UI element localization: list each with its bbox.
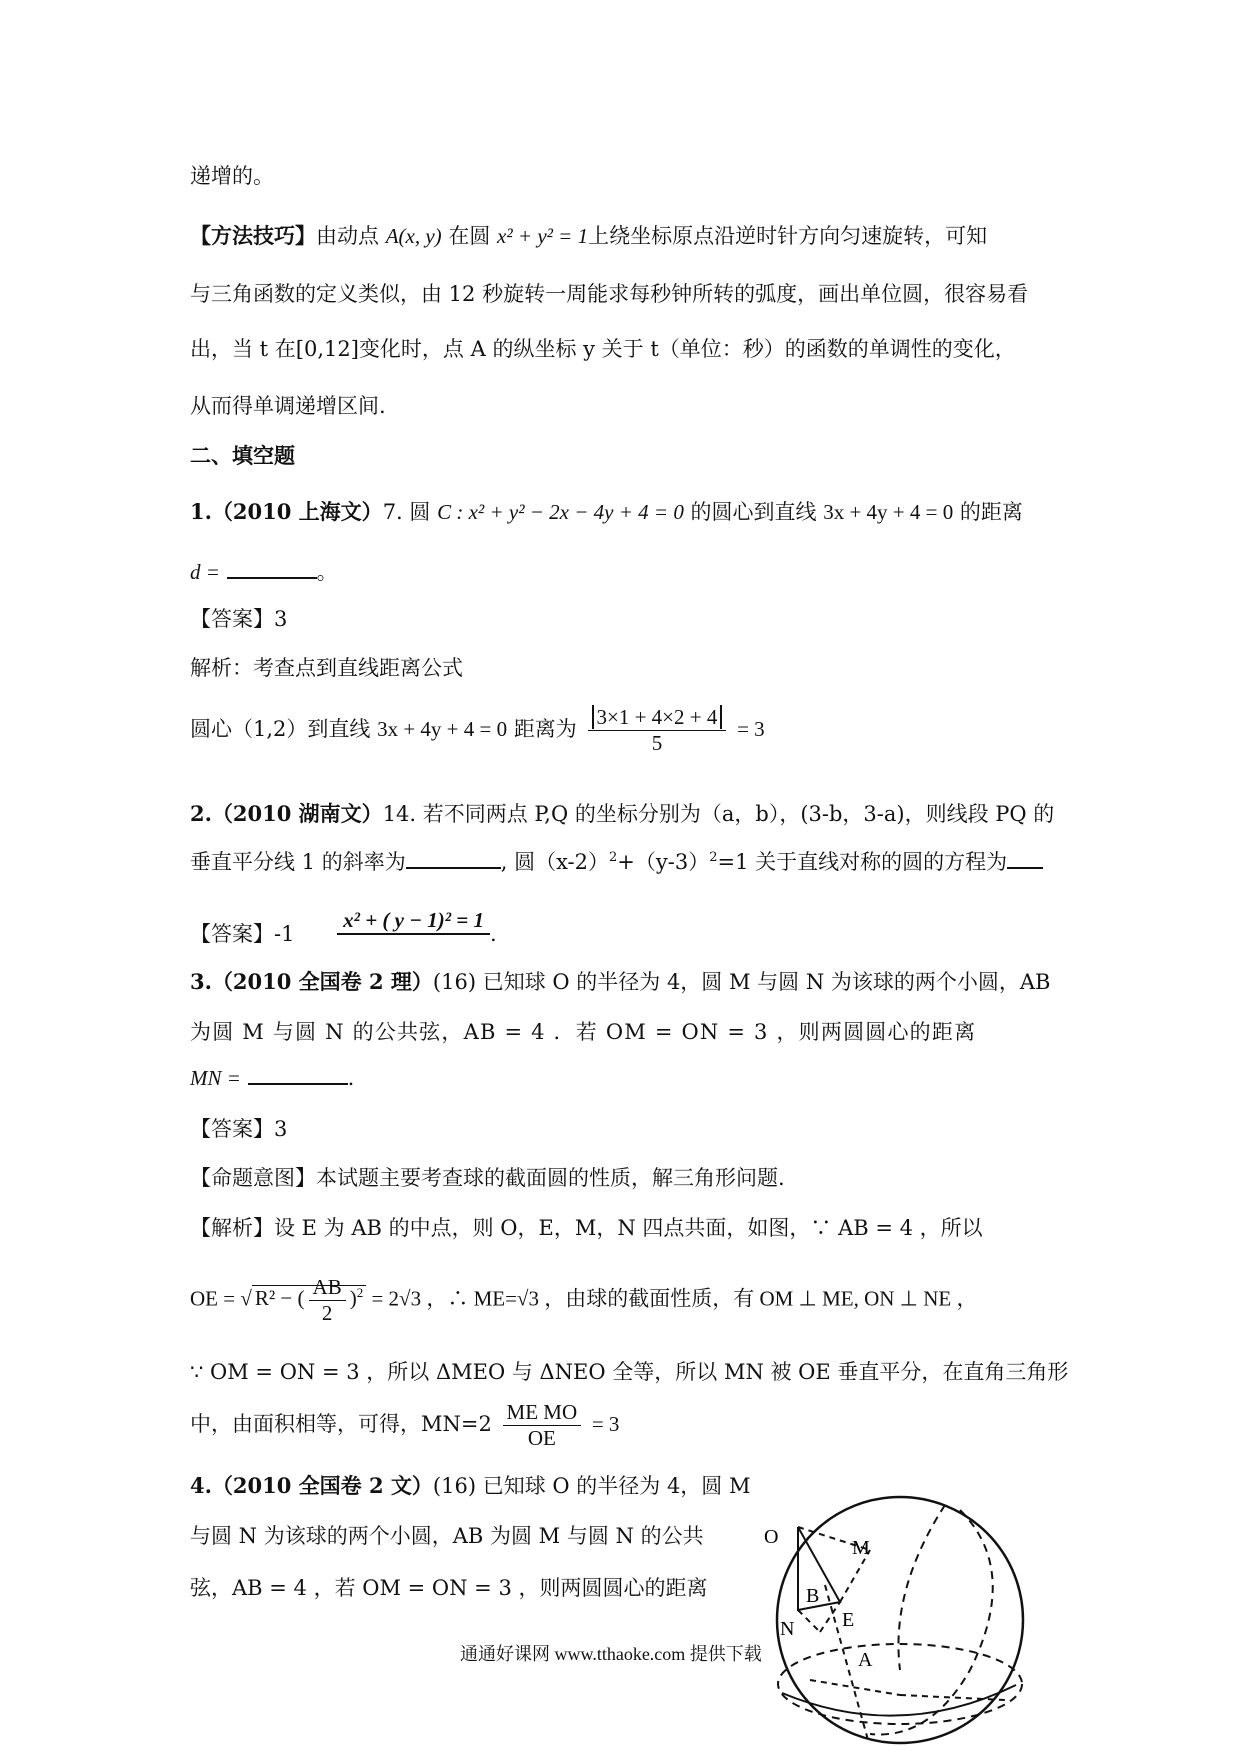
answer-2: x² + ( y − 1)² = 1 — [337, 908, 490, 935]
sqrt-expr: √ R² − ( $\frac{AB}{2}$ )$^2$ — [240, 1275, 366, 1326]
text-line: 递增的。 — [190, 164, 274, 188]
circle-expr: x² + y² = 1 — [497, 224, 589, 248]
q1-solution-2 — [190, 705, 765, 756]
ab: AB — [309, 1275, 346, 1301]
label-m: M — [852, 1537, 870, 1559]
mn-fraction — [503, 1400, 582, 1451]
text: 。 — [316, 560, 338, 584]
q1-line-1 — [190, 496, 1023, 526]
q1-line-2 — [190, 556, 338, 586]
text: . — [347, 1066, 355, 1090]
q3-line-1 — [190, 966, 1050, 996]
point-expr: A(x, y) — [385, 224, 442, 248]
numerator: 3×1 + 4×2 + 4 — [592, 705, 723, 729]
method-line-4: 从而得单调递增区间. — [190, 394, 386, 418]
fden: OE — [527, 1426, 556, 1450]
q2-line-2 — [190, 846, 1043, 876]
q1-eq1: C : x² + y² − 2x − 4y + 4 = 0 — [437, 500, 684, 524]
q2-line-1 — [190, 798, 1054, 828]
text: = 2√3 ，∴ ME=√3 ，由球的截面性质，有 OM ⊥ ME, ON ⊥ NE ， — [371, 1286, 978, 1311]
fnum: ME MO — [503, 1400, 582, 1426]
answer: 【答案】-1 — [190, 922, 295, 946]
label-n: N — [780, 1618, 795, 1640]
two: 2 — [321, 1301, 333, 1325]
q3-line-3 — [190, 1066, 354, 1091]
text: 中，由面积相等，可得，MN=2 — [190, 1412, 492, 1436]
sphere-figure — [764, 1480, 1030, 1754]
method-line-3: 出，当 t 在[0,12]变化时，点 A 的纵坐标 y 关于 t（单位：秒）的函数的单调性的变化， — [190, 337, 1016, 361]
distance-fraction — [588, 705, 727, 756]
mn-label: MN = — [190, 1066, 241, 1090]
text: 上绕坐标原点沿逆时针方向匀速旋转，可知 — [588, 224, 988, 248]
text: 的距离 — [959, 500, 1023, 524]
q4-line-2: 与圆 N 为该球的两个小圆，AB 为圆 M 与圆 N 的公共 — [190, 1524, 704, 1548]
ab-fraction — [309, 1275, 346, 1326]
text: 由动点 — [316, 224, 379, 248]
d-label: d = — [190, 560, 220, 584]
oe-label: OE = — [190, 1286, 236, 1311]
q4-number: 4.（2010 全国卷 2 文） — [190, 1473, 433, 1498]
answer-blank — [1007, 851, 1043, 869]
label-a: A — [858, 1649, 873, 1671]
q3-solution-3: ∵ OM = ON = 3 ，所以 ΔMEO 与 ΔNEO 全等，所以 MN 被 OE 垂直平分，在直角三角形 — [190, 1360, 1069, 1384]
text: +（y-3） — [617, 850, 710, 874]
text: 距离为 — [513, 717, 577, 741]
line-eq: 3x + 4y + 4 = 0 — [377, 717, 508, 741]
text: 垂直平分线 1 的斜率为 — [190, 850, 406, 874]
q2-number: 2.（2010 湖南文） — [190, 801, 383, 826]
q3-line-2: 为圆 M 与圆 N 的公共弦，AB = 4 ．若 OM = ON = 3 ，则两圆圆心的距离 — [190, 1020, 977, 1044]
label-o: O — [764, 1526, 779, 1548]
page-footer: 通通好课网 www.tthaoke.com 提供下载 — [460, 1644, 762, 1664]
text: 14. 若不同两点 P,Q 的坐标分别为（a，b），(3-b，3-a)，则线段 PQ 的 — [382, 802, 1055, 826]
answer-blank — [248, 1067, 348, 1085]
label-e: E — [842, 1609, 855, 1631]
sup: 2 — [609, 850, 618, 865]
denominator: 5 — [651, 731, 663, 755]
method-line-1 — [190, 220, 987, 250]
method-tag: 【方法技巧】 — [190, 223, 316, 248]
text: , 圆（x-2） — [500, 850, 609, 874]
q1-number: 1.（2010 上海文） — [190, 499, 383, 524]
r2: R² − — [254, 1286, 293, 1311]
result: = 3 — [737, 717, 765, 741]
text: (16) 已知球 O 的半径为 4，圆 M — [432, 1474, 751, 1498]
text: 圆心（1,2）到直线 — [190, 717, 371, 741]
q1-solution-1: 解析：考查点到直线距离公式 — [190, 656, 463, 680]
q3-answer: 【答案】3 — [190, 1117, 288, 1141]
label-b: B — [806, 1585, 820, 1607]
text: =1 关于直线对称的圆的方程为 — [717, 850, 1008, 874]
answer-blank — [227, 561, 317, 579]
q3-number: 3.（2010 全国卷 2 理） — [190, 969, 433, 994]
sup: 2 — [709, 850, 718, 865]
q3-solution-2 — [190, 1275, 977, 1326]
q3-solution-4 — [190, 1400, 619, 1451]
text: 的圆心到直线 — [690, 500, 817, 524]
q4-line-1 — [190, 1470, 751, 1500]
method-line-2: 与三角函数的定义类似，由 12 秒旋转一周能求每秒钟所转的弧度，画出单位圆，很容易看 — [190, 282, 1029, 306]
q3-solution-1: 【解析】设 E 为 AB 的中点，则 O，E，M，N 四点共面，如图，∵ AB = 4 ，所以 — [190, 1216, 983, 1240]
text: 在圆 — [448, 224, 491, 248]
text: (16) 已知球 O 的半径为 4，圆 M 与圆 N 为该球的两个小圆，AB — [432, 970, 1051, 994]
q1-eq2: 3x + 4y + 4 = 0 — [823, 500, 954, 524]
q3-intent: 【命题意图】本试题主要考查球的截面圆的性质，解三角形问题. — [190, 1166, 785, 1190]
section-heading: 二、填空题 — [190, 443, 295, 468]
text: 7. 圆 — [382, 500, 431, 524]
q2-answer: 【答案】-1 x² + ( y − 1)² = 1. — [190, 908, 497, 946]
answer-blank — [406, 851, 501, 869]
q4-line-3: 弦，AB = 4 ，若 OM = ON = 3 ，则两圆圆心的距离 — [190, 1576, 708, 1600]
q1-answer: 【答案】3 — [190, 607, 288, 631]
result: = 3 — [591, 1412, 620, 1436]
